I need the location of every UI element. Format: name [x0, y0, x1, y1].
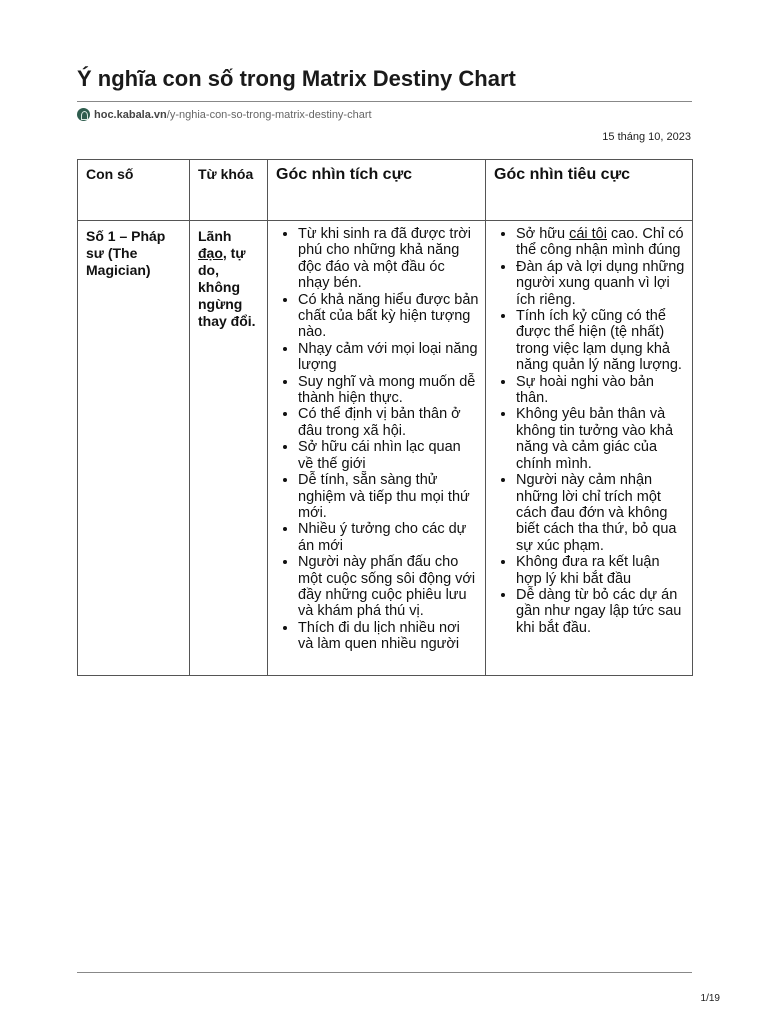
keyword-text-rest: , tự do, không ngừng thay đổi.: [198, 245, 256, 329]
header-keyword: Từ khóa: [190, 160, 268, 221]
list-item: • Dễ dàng từ bỏ các dự án gần như ngay lập tức sau khi bắt đầu.: [516, 587, 686, 636]
list-item: • Có khả năng hiểu được bản chất của bất kỳ hiện tượng nào.: [298, 292, 479, 341]
list-item: • Sự hoài nghi vào bản thân.: [516, 374, 686, 407]
positive-list: [274, 226, 479, 653]
source-link[interactable]: [77, 108, 372, 121]
header-positive: Góc nhìn tích cực: [268, 160, 486, 221]
negative-list: [492, 226, 686, 636]
list-item: • Người này phấn đấu cho một cuộc sống sôi động với đầy những cuộc phiêu lưu và khám phá thú vị.: [298, 554, 479, 620]
list-item: • Có thể định vị bản thân ở đâu trong xã hội.: [298, 406, 479, 439]
cell-positive: [268, 221, 486, 676]
cell-keyword: [190, 221, 268, 676]
list-item: • Sở hữu cái nhìn lạc quan về thế giới: [298, 439, 479, 472]
table-header-row: [78, 160, 693, 221]
header-negative: Góc nhìn tiêu cực: [486, 160, 693, 221]
page-number: 1/19: [700, 993, 720, 1004]
list-item: • Không yêu bản thân và không tin tưởng vào khả năng và cảm giác của chính mình.: [516, 406, 686, 472]
list-item: • Từ khi sinh ra đã được trời phú cho những khả năng độc đáo và một đầu óc nhạy bén.: [298, 226, 479, 292]
list-item: • Nhạy cảm với mọi loại năng lượng: [298, 341, 479, 374]
page-title: Ý nghĩa con số trong Matrix Destiny Chart: [77, 66, 516, 91]
cell-number: Số 1 – Pháp sư (The Magician): [78, 221, 190, 676]
list-item: • Không đưa ra kết luận hợp lý khi bắt đầu: [516, 554, 686, 587]
source-path: /y-nghia-con-so-trong-matrix-destiny-chart: [166, 108, 372, 121]
list-item: • Đàn áp và lợi dụng những người xung quanh vì lợi ích riêng.: [516, 259, 686, 308]
list-item: • Tính ích kỷ cũng có thể được thể hiện (tệ nhất) trong việc lạm dụng khả năng quản lý năng lượng.: [516, 308, 686, 374]
list-item-underlined: cái tôi: [569, 226, 607, 242]
list-item: [516, 226, 686, 259]
list-item: • Thích đi du lịch nhiều nơi và làm quen nhiều người: [298, 620, 479, 653]
publish-date: 15 tháng 10, 2023: [602, 131, 691, 143]
cell-negative: [486, 221, 693, 676]
table-row: [78, 221, 693, 676]
list-item: • Dễ tính, sẵn sàng thử nghiệm và tiếp thu mọi thứ mới.: [298, 472, 479, 521]
footer-divider: [77, 972, 692, 973]
title-divider: [77, 101, 692, 102]
site-favicon-icon: [77, 108, 90, 121]
keyword-text: Lãnh: [198, 228, 232, 244]
header-number: Con số: [78, 160, 190, 221]
list-item-text: Sở hữu: [516, 226, 570, 242]
keyword-underlined: đạo: [198, 245, 223, 261]
list-item: • Nhiều ý tưởng cho các dự án mới: [298, 521, 479, 554]
list-item-text-rest: cao. Chỉ có thể công nhận mình đúng: [516, 226, 684, 259]
source-domain: hoc.kabala.vn: [94, 108, 167, 121]
list-item: • Người này cảm nhận những lời chỉ trích một cách đau đớn và không biết cách tha thứ, bỏ qua sự xúc phạm.: [516, 472, 686, 554]
list-item: • Suy nghĩ và mong muốn dễ thành hiện thực.: [298, 374, 479, 407]
meaning-table: [77, 159, 693, 676]
